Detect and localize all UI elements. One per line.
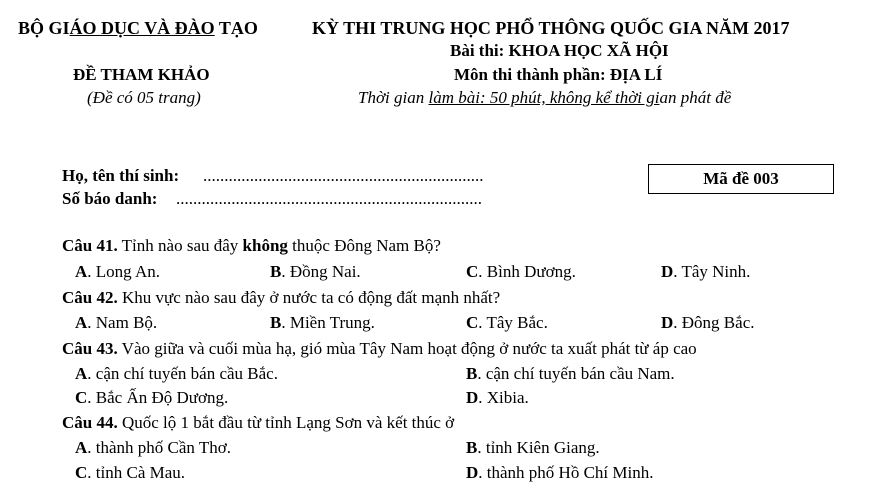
q42-option-d[interactable]: D. Đông Bắc. [661,313,755,332]
q42-option-b[interactable]: B. Miền Trung. [270,313,375,332]
q43-option-a[interactable]: A. cận chí tuyến bán cầu Bắc. [75,364,278,383]
page-count: (Đề có 05 trang) [87,88,201,107]
exam-code-box: Mã đề 003 [648,164,834,194]
q44-option-b[interactable]: B. tỉnh Kiên Giang. [466,438,600,457]
question-42: Câu 42. Khu vực nào sau đây ở nước ta có động đất mạnh nhất? [62,288,501,307]
q43-option-b[interactable]: B. cận chí tuyến bán cầu Nam. [466,364,675,383]
q43-option-d[interactable]: D. Xibia. [466,388,529,407]
question-41: Câu 41. Tỉnh nào sau đây không thuộc Đông Nam Bộ? [62,236,441,255]
question-44: Câu 44. Quốc lộ 1 bắt đầu từ tỉnh Lạng Sơn và kết thúc ở [62,413,455,432]
q41-option-d[interactable]: D. Tây Ninh. [661,262,751,281]
reference-label: ĐỀ THAM KHẢO [73,65,210,84]
ministry-name: BỘ GIÁO DỤC VÀ ĐÀO TẠO [18,18,258,38]
q42-option-a[interactable]: A. Nam Bộ. [75,313,158,332]
q44-option-d[interactable]: D. thành phố Hồ Chí Minh. [466,463,654,482]
q43-option-c[interactable]: C. Bắc Ấn Độ Dương. [75,388,229,407]
candidate-id-label: Số báo danh: [62,189,158,208]
q41-option-c[interactable]: C. Bình Dương. [466,262,576,281]
exam-duration: Thời gian làm bài: 50 phút, không kể thời gian phát đề [358,88,732,107]
candidate-name-label: Họ, tên thí sinh: [62,166,180,185]
exam-title: KỲ THI TRUNG HỌC PHỔ THÔNG QUỐC GIA NĂM 2017 [312,18,790,38]
exam-subject: Bài thi: KHOA HỌC XÃ HỘI [450,41,669,60]
q44-option-a[interactable]: A. thành phố Cần Thơ. [75,438,232,457]
q41-option-a[interactable]: A. Long An. [75,262,161,281]
q44-option-c[interactable]: C. tỉnh Cà Mau. [75,463,186,482]
q41-option-b[interactable]: B. Đồng Nai. [270,262,361,281]
candidate-name-field[interactable]: .................................................................. [203,166,484,185]
question-43: Câu 43. Vào giữa và cuối mùa hạ, gió mùa Tây Nam hoạt động ở nước ta xuất phát từ áp cao [62,339,697,358]
component-subject: Môn thi thành phần: ĐỊA LÍ [454,65,663,84]
candidate-id-field[interactable]: ........................................................................ [176,189,482,208]
q42-option-c[interactable]: C. Tây Bắc. [466,313,548,332]
